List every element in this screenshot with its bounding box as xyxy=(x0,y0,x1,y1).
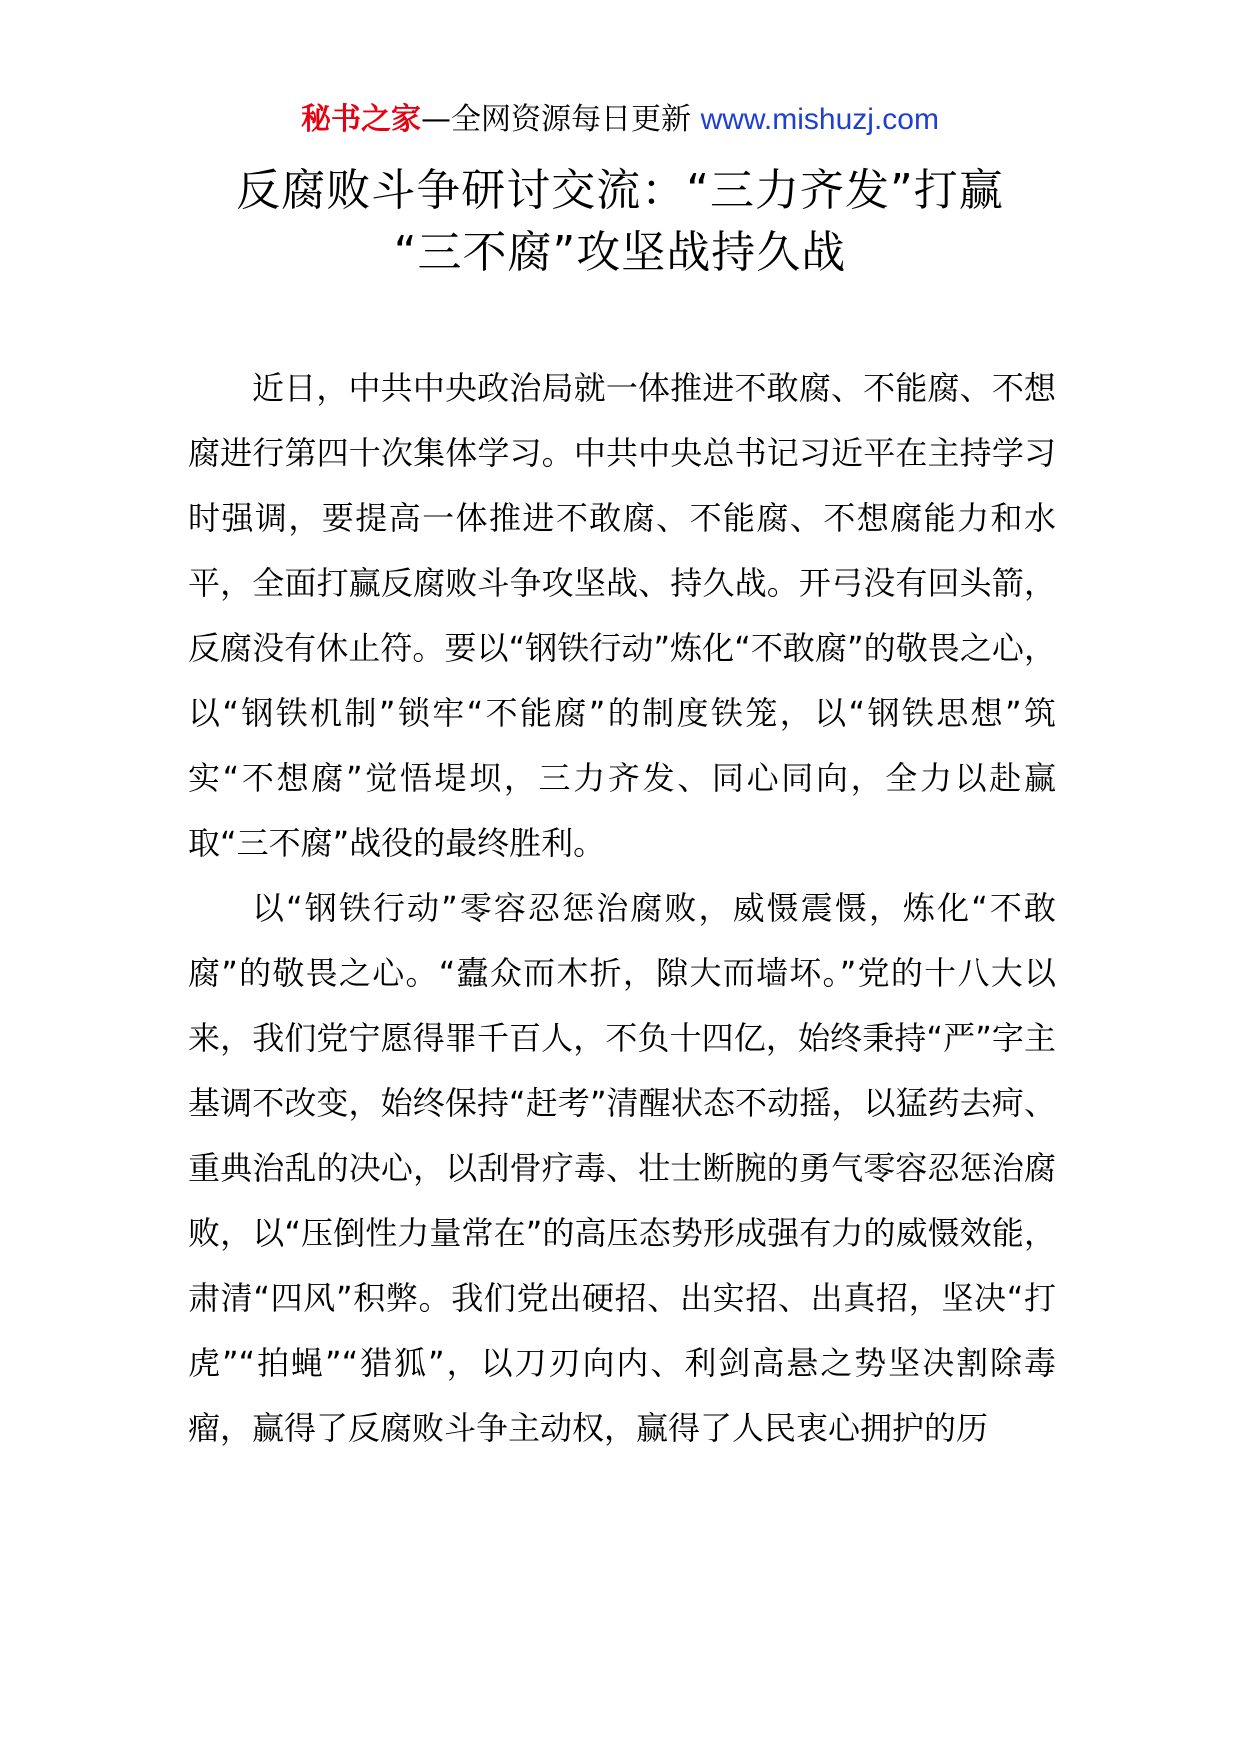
site-header xyxy=(0,100,1240,140)
paragraph-1: 近日，中共中央政治局就一体推进不敢腐、不能腐、不想腐进行第四十次集体学习。中共中央总书记习近平在主持学习时强调，要提高一体推进不敢腐、不能腐、不想腐能力和水平，全面打赢反腐败斗争攻坚战、持久战。开弓没有回头箭，反腐没有休止符。要以“钢铁行动”炼化“不敢腐”的敬畏之心，以“钢铁机制”锁牢“不能腐”的制度铁笼，以“钢铁思想”筑实“不想腐”觉悟堤坝，三力齐发、同心同向，全力以赴赢取“三不腐”战役的最终胜利。 xyxy=(188,369,1056,862)
paragraph-2: 以“钢铁行动”零容忍惩治腐败，威慑震慑，炼化“不敢腐”的敬畏之心。“蠹众而木折，隙大而墙坏。”党的十八大以来，我们党宁愿得罪千百人，不负十四亿，始终秉持“严”字主基调不改变，始终保持“赶考”清醒状态不动摇，以猛药去疴、重典治乱的决心，以刮骨疗毒、壮士断腕的勇气零容忍惩治腐败，以“压倒性力量常在”的高压态势形成强有力的威慑效能，肃清“四风”积弊。我们党出硬招、出实招、出真招，坚决“打虎”“拍蝇”“猎狐”，以刀刃向内、利剑高悬之势坚决割除毒瘤，赢得了反腐败斗争主动权，赢得了人民衷心拥护的历 xyxy=(188,889,1056,1447)
document-body xyxy=(188,356,1056,1461)
site-tagline: —全网资源每日更新 xyxy=(421,102,692,137)
title-line-2: “三不腐”攻坚战持久战 xyxy=(393,227,847,278)
site-url-link[interactable]: www.mishuzj.com xyxy=(700,103,939,136)
site-brand: 秘书之家 xyxy=(301,102,422,137)
title-line-1: 反腐败斗争研讨交流：“三力齐发”打赢 xyxy=(236,165,1004,216)
document-title xyxy=(150,160,1090,284)
